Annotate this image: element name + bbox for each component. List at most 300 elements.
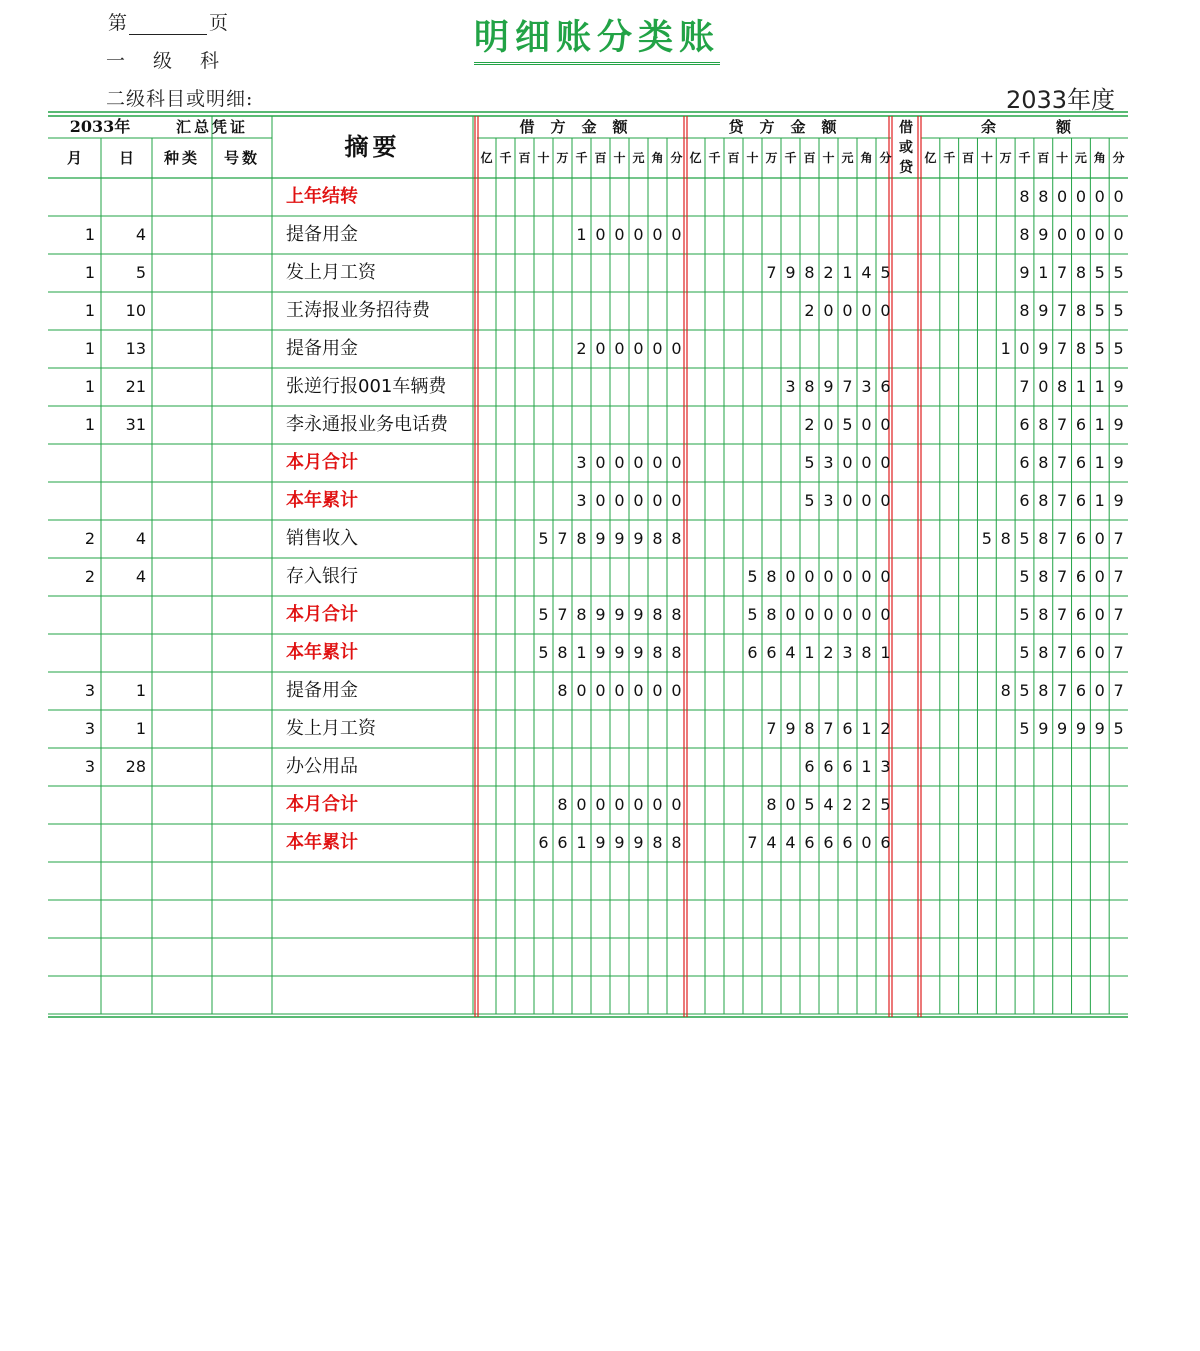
balance-digit: 8 xyxy=(1019,225,1030,244)
credit-digit: 0 xyxy=(880,453,891,472)
balance-digit: 9 xyxy=(1038,301,1049,320)
credit-digit: 7 xyxy=(747,833,758,852)
row-month xyxy=(48,634,95,672)
balance-digit: 0 xyxy=(1075,225,1087,244)
debit-digit: 8 xyxy=(652,833,663,852)
debit-digit: 9 xyxy=(633,643,644,662)
debit-digit: 0 xyxy=(633,339,644,358)
row-summary: 王涛报业务招待费 xyxy=(286,300,430,321)
balance-digit: 8 xyxy=(1019,301,1030,320)
debit-digit: 5 xyxy=(538,529,549,548)
debit-digit: 0 xyxy=(595,339,606,358)
balance-digit: 5 xyxy=(1019,567,1030,586)
credit-digit: 4 xyxy=(785,643,796,662)
col-number-header: 号数 xyxy=(223,149,260,167)
credit-unit: 亿 xyxy=(689,151,702,165)
credit-unit: 百 xyxy=(727,151,740,165)
credit-digit: 1 xyxy=(861,719,872,738)
balance-digit: 6 xyxy=(1075,529,1087,548)
page-suffix: 页 xyxy=(209,12,229,34)
credit-digit: 3 xyxy=(785,377,796,396)
balance-digit: 0 xyxy=(1113,187,1124,206)
credit-digit: 9 xyxy=(785,263,796,282)
balance-digit: 8 xyxy=(1038,567,1049,586)
row-day: 5 xyxy=(135,263,146,282)
credit-digit: 1 xyxy=(804,643,815,662)
credit-digit: 0 xyxy=(842,453,853,472)
balance-digit: 9 xyxy=(1075,719,1087,738)
row-month: 3 xyxy=(84,681,95,700)
credit-digit: 3 xyxy=(823,453,834,472)
balance-digit: 0 xyxy=(1094,605,1105,624)
credit-digit: 2 xyxy=(880,719,891,738)
balance-digit: 6 xyxy=(1019,453,1030,472)
row-month xyxy=(48,444,95,482)
col-type-header: 种类 xyxy=(163,149,200,167)
level2-account-label: 二级科目或明细: xyxy=(106,88,254,110)
row-month: 1 xyxy=(84,301,95,320)
debit-digit: 3 xyxy=(576,491,587,510)
debit-digit: 0 xyxy=(652,491,663,510)
debit-digit: 0 xyxy=(595,795,606,814)
row-day xyxy=(101,900,146,938)
credit-digit: 6 xyxy=(842,757,853,776)
balance-digit: 8 xyxy=(1000,681,1011,700)
debit-digit: 9 xyxy=(595,605,606,624)
debit-digit: 0 xyxy=(633,681,644,700)
row-summary: 提备用金 xyxy=(286,338,358,359)
credit-unit: 角 xyxy=(860,151,873,165)
balance-digit: 7 xyxy=(1057,263,1068,282)
credit-digit: 6 xyxy=(842,833,853,852)
credit-digit: 1 xyxy=(880,643,891,662)
credit-digit: 2 xyxy=(861,795,872,814)
credit-digit: 0 xyxy=(880,605,891,624)
debit-unit: 十 xyxy=(613,151,626,165)
direction-header: 借或贷 xyxy=(899,120,913,176)
credit-digit: 9 xyxy=(785,719,796,738)
debit-digit: 2 xyxy=(576,339,587,358)
row-summary: 存入银行 xyxy=(286,566,358,587)
balance-header: 余额 xyxy=(981,118,1132,136)
balance-digit: 9 xyxy=(1019,263,1030,282)
row-day: 21 xyxy=(125,377,146,396)
row-day xyxy=(101,596,146,634)
balance-digit: 8 xyxy=(1000,529,1011,548)
debit-unit: 十 xyxy=(537,151,550,165)
credit-digit: 5 xyxy=(747,567,758,586)
balance-digit: 0 xyxy=(1094,187,1105,206)
row-day: 28 xyxy=(125,757,146,776)
debit-digit: 8 xyxy=(557,795,568,814)
debit-digit: 9 xyxy=(633,529,644,548)
debit-digit: 0 xyxy=(671,225,682,244)
balance-digit: 7 xyxy=(1019,377,1030,396)
credit-unit: 十 xyxy=(822,151,835,165)
balance-digit: 5 xyxy=(1019,529,1030,548)
credit-digit: 8 xyxy=(861,643,872,662)
row-day: 13 xyxy=(125,339,146,358)
credit-digit: 7 xyxy=(766,263,777,282)
row-month xyxy=(48,482,95,520)
balance-digit: 8 xyxy=(1038,187,1049,206)
balance-unit: 千 xyxy=(943,151,956,165)
row-month: 3 xyxy=(84,757,95,776)
row-summary: 上年结转 xyxy=(286,186,358,207)
balance-digit: 1 xyxy=(1038,263,1049,282)
credit-digit: 6 xyxy=(880,377,891,396)
balance-digit: 1 xyxy=(1094,453,1105,472)
debit-digit: 8 xyxy=(671,643,682,662)
credit-digit: 8 xyxy=(766,605,777,624)
row-month xyxy=(48,900,95,938)
debit-digit: 8 xyxy=(576,605,587,624)
balance-digit: 8 xyxy=(1038,643,1049,662)
balance-digit: 9 xyxy=(1113,377,1124,396)
credit-digit: 5 xyxy=(747,605,758,624)
balance-digit: 7 xyxy=(1057,643,1068,662)
credit-digit: 9 xyxy=(823,377,834,396)
credit-digit: 0 xyxy=(804,605,815,624)
balance-digit: 5 xyxy=(1019,681,1030,700)
debit-digit: 0 xyxy=(671,339,682,358)
balance-digit: 8 xyxy=(1038,681,1049,700)
credit-digit: 7 xyxy=(823,719,834,738)
credit-digit: 0 xyxy=(861,567,872,586)
credit-digit: 3 xyxy=(823,491,834,510)
balance-digit: 6 xyxy=(1075,567,1087,586)
balance-digit: 0 xyxy=(1075,187,1087,206)
balance-digit: 7 xyxy=(1057,301,1068,320)
debit-digit: 0 xyxy=(652,795,663,814)
credit-digit: 5 xyxy=(804,491,815,510)
voucher-header: 汇总凭证 xyxy=(175,118,248,136)
credit-unit: 百 xyxy=(803,151,816,165)
debit-digit: 9 xyxy=(614,643,625,662)
credit-digit: 7 xyxy=(842,377,853,396)
row-summary: 本月合计 xyxy=(286,604,358,625)
balance-digit: 9 xyxy=(1038,719,1049,738)
balance-digit: 5 xyxy=(1113,719,1124,738)
document-title: 明细账分类账 xyxy=(474,16,720,65)
debit-digit: 0 xyxy=(671,681,682,700)
balance-digit: 5 xyxy=(981,529,992,548)
balance-digit: 1 xyxy=(1094,491,1105,510)
credit-digit: 0 xyxy=(861,301,872,320)
row-month xyxy=(48,786,95,824)
balance-unit: 亿 xyxy=(924,151,937,165)
credit-unit: 万 xyxy=(765,151,778,165)
debit-digit: 0 xyxy=(595,453,606,472)
balance-digit: 7 xyxy=(1057,491,1068,510)
credit-digit: 2 xyxy=(842,795,853,814)
balance-digit: 5 xyxy=(1019,605,1030,624)
balance-unit: 千 xyxy=(1018,151,1031,165)
row-summary xyxy=(286,938,473,976)
balance-digit: 5 xyxy=(1094,263,1105,282)
credit-digit: 0 xyxy=(785,795,796,814)
balance-digit: 7 xyxy=(1113,681,1124,700)
row-summary: 发上月工资 xyxy=(286,262,376,283)
balance-digit: 8 xyxy=(1038,453,1049,472)
credit-digit: 2 xyxy=(804,415,815,434)
credit-digit: 0 xyxy=(880,301,891,320)
balance-digit: 0 xyxy=(1019,339,1030,358)
credit-digit: 5 xyxy=(880,263,891,282)
balance-digit: 0 xyxy=(1113,225,1124,244)
row-summary: 本年累计 xyxy=(286,642,358,663)
balance-digit: 5 xyxy=(1113,263,1124,282)
balance-digit: 5 xyxy=(1113,339,1124,358)
row-month: 2 xyxy=(84,567,95,586)
credit-digit: 0 xyxy=(823,301,834,320)
debit-digit: 0 xyxy=(576,681,587,700)
col-day-header: 日 xyxy=(118,149,134,167)
balance-digit: 9 xyxy=(1094,719,1105,738)
balance-digit: 6 xyxy=(1075,453,1087,472)
debit-digit: 0 xyxy=(595,491,606,510)
ledger-table xyxy=(48,112,1132,1012)
row-summary: 销售收入 xyxy=(286,528,358,549)
balance-unit: 分 xyxy=(1112,151,1125,165)
row-summary xyxy=(286,862,473,900)
credit-digit: 8 xyxy=(804,263,815,282)
row-day xyxy=(101,634,146,672)
credit-digit: 6 xyxy=(823,757,834,776)
row-day: 10 xyxy=(125,301,146,320)
credit-digit: 0 xyxy=(842,605,853,624)
balance-digit: 0 xyxy=(1038,377,1049,396)
credit-digit: 3 xyxy=(880,757,891,776)
balance-digit: 8 xyxy=(1038,491,1049,510)
credit-unit: 元 xyxy=(841,151,854,165)
row-month: 1 xyxy=(84,339,95,358)
credit-digit: 5 xyxy=(842,415,853,434)
row-month: 2 xyxy=(84,529,95,548)
credit-digit: 0 xyxy=(842,567,853,586)
balance-digit: 8 xyxy=(1075,263,1087,282)
balance-digit: 8 xyxy=(1038,605,1049,624)
balance-digit: 5 xyxy=(1094,301,1105,320)
credit-unit: 十 xyxy=(746,151,759,165)
balance-digit: 0 xyxy=(1057,225,1068,244)
balance-unit: 十 xyxy=(980,151,993,165)
balance-digit: 8 xyxy=(1038,415,1049,434)
balance-digit: 7 xyxy=(1113,605,1124,624)
debit-digit: 9 xyxy=(595,833,606,852)
credit-unit: 千 xyxy=(784,151,797,165)
credit-digit: 8 xyxy=(804,377,815,396)
balance-digit: 6 xyxy=(1075,491,1087,510)
credit-digit: 4 xyxy=(861,263,872,282)
debit-unit: 千 xyxy=(575,151,588,165)
credit-unit: 分 xyxy=(879,151,892,165)
debit-digit: 7 xyxy=(557,529,568,548)
balance-digit: 0 xyxy=(1094,567,1105,586)
row-day xyxy=(101,938,146,976)
debit-digit: 0 xyxy=(614,795,625,814)
credit-digit: 4 xyxy=(823,795,834,814)
debit-digit: 0 xyxy=(652,681,663,700)
credit-digit: 3 xyxy=(842,643,853,662)
debit-digit: 0 xyxy=(652,339,663,358)
credit-digit: 0 xyxy=(861,491,872,510)
credit-unit: 千 xyxy=(708,151,721,165)
debit-unit: 角 xyxy=(651,151,664,165)
row-day xyxy=(101,824,146,862)
debit-digit: 0 xyxy=(614,453,625,472)
credit-digit: 0 xyxy=(823,605,834,624)
debit-digit: 0 xyxy=(671,453,682,472)
page-number-field xyxy=(108,8,228,35)
debit-digit: 8 xyxy=(557,681,568,700)
debit-unit: 元 xyxy=(632,151,645,165)
balance-digit: 9 xyxy=(1113,491,1124,510)
credit-digit: 2 xyxy=(804,301,815,320)
row-summary: 张逆行报001车辆费 xyxy=(286,376,447,397)
debit-digit: 5 xyxy=(538,605,549,624)
debit-unit: 百 xyxy=(518,151,531,165)
debit-digit: 0 xyxy=(595,225,606,244)
row-month: 1 xyxy=(84,415,95,434)
row-day: 1 xyxy=(135,681,146,700)
row-summary xyxy=(286,900,473,938)
row-day xyxy=(101,444,146,482)
row-summary: 本月合计 xyxy=(286,452,358,473)
credit-digit: 6 xyxy=(880,833,891,852)
credit-digit: 2 xyxy=(823,643,834,662)
balance-unit: 角 xyxy=(1093,151,1106,165)
balance-digit: 5 xyxy=(1113,301,1124,320)
debit-digit: 5 xyxy=(538,643,549,662)
balance-digit: 1 xyxy=(1094,377,1105,396)
debit-digit: 1 xyxy=(576,833,587,852)
balance-digit: 6 xyxy=(1075,681,1087,700)
credit-digit: 1 xyxy=(861,757,872,776)
row-summary: 提备用金 xyxy=(286,680,358,701)
balance-digit: 1 xyxy=(1094,415,1105,434)
debit-digit: 8 xyxy=(671,529,682,548)
credit-digit: 1 xyxy=(842,263,853,282)
row-day: 4 xyxy=(135,529,146,548)
level1-account-label: 一级科 xyxy=(106,50,248,72)
credit-digit: 0 xyxy=(785,567,796,586)
balance-digit: 7 xyxy=(1057,529,1068,548)
balance-digit: 7 xyxy=(1113,529,1124,548)
credit-digit: 0 xyxy=(880,567,891,586)
row-day: 4 xyxy=(135,567,146,586)
debit-digit: 8 xyxy=(652,529,663,548)
balance-digit: 5 xyxy=(1019,719,1030,738)
balance-unit: 百 xyxy=(1037,151,1050,165)
row-summary: 提备用金 xyxy=(286,224,358,245)
credit-digit: 6 xyxy=(823,833,834,852)
row-day xyxy=(101,786,146,824)
row-day xyxy=(101,976,146,1014)
debit-digit: 8 xyxy=(652,643,663,662)
balance-digit: 1 xyxy=(1075,377,1087,396)
balance-unit: 万 xyxy=(999,151,1012,165)
row-day xyxy=(101,178,146,216)
balance-digit: 8 xyxy=(1075,301,1087,320)
row-summary: 本月合计 xyxy=(286,794,358,815)
debit-digit: 9 xyxy=(633,833,644,852)
debit-digit: 0 xyxy=(576,795,587,814)
credit-digit: 3 xyxy=(861,377,872,396)
credit-digit: 6 xyxy=(804,833,815,852)
row-summary: 本年累计 xyxy=(286,490,358,511)
balance-unit: 百 xyxy=(962,151,975,165)
balance-digit: 8 xyxy=(1038,529,1049,548)
debit-digit: 1 xyxy=(576,225,587,244)
balance-digit: 0 xyxy=(1094,681,1105,700)
balance-digit: 0 xyxy=(1094,225,1105,244)
row-month: 1 xyxy=(84,225,95,244)
credit-digit: 0 xyxy=(823,567,834,586)
balance-digit: 7 xyxy=(1057,605,1068,624)
debit-digit: 9 xyxy=(614,529,625,548)
row-summary: 发上月工资 xyxy=(286,718,376,739)
debit-digit: 0 xyxy=(614,339,625,358)
balance-digit: 9 xyxy=(1113,453,1124,472)
balance-digit: 7 xyxy=(1057,681,1068,700)
row-month xyxy=(48,938,95,976)
balance-digit: 9 xyxy=(1113,415,1124,434)
fiscal-year-label: 2033年度 xyxy=(1006,86,1116,114)
row-month xyxy=(48,596,95,634)
row-day: 31 xyxy=(125,415,146,434)
balance-digit: 7 xyxy=(1113,643,1124,662)
debit-digit: 1 xyxy=(576,643,587,662)
credit-digit: 6 xyxy=(842,719,853,738)
debit-digit: 3 xyxy=(576,453,587,472)
credit-digit: 0 xyxy=(785,605,796,624)
balance-digit: 5 xyxy=(1019,643,1030,662)
credit-digit: 5 xyxy=(804,453,815,472)
credit-digit: 8 xyxy=(804,719,815,738)
debit-digit: 0 xyxy=(633,225,644,244)
row-day: 4 xyxy=(135,225,146,244)
page-prefix: 第 xyxy=(108,12,128,34)
debit-unit: 百 xyxy=(594,151,607,165)
credit-digit: 0 xyxy=(861,605,872,624)
row-summary: 本年累计 xyxy=(286,832,358,853)
debit-digit: 8 xyxy=(671,605,682,624)
credit-digit: 0 xyxy=(823,415,834,434)
balance-digit: 7 xyxy=(1057,453,1068,472)
credit-digit: 0 xyxy=(842,301,853,320)
credit-digit: 5 xyxy=(804,795,815,814)
row-month xyxy=(48,976,95,1014)
row-month: 3 xyxy=(84,719,95,738)
credit-digit: 8 xyxy=(766,795,777,814)
balance-digit: 6 xyxy=(1075,605,1087,624)
row-month xyxy=(48,178,95,216)
debit-digit: 0 xyxy=(614,681,625,700)
credit-digit: 6 xyxy=(747,643,758,662)
balance-unit: 元 xyxy=(1074,151,1087,165)
credit-digit: 0 xyxy=(861,453,872,472)
debit-digit: 0 xyxy=(652,225,663,244)
balance-unit: 十 xyxy=(1056,151,1069,165)
balance-digit: 9 xyxy=(1057,719,1068,738)
balance-digit: 7 xyxy=(1057,339,1068,358)
credit-amount-header: 贷方金额 xyxy=(728,118,853,136)
col-month-header: 月 xyxy=(66,149,82,167)
credit-digit: 8 xyxy=(766,567,777,586)
debit-digit: 8 xyxy=(652,605,663,624)
balance-digit: 6 xyxy=(1019,415,1030,434)
